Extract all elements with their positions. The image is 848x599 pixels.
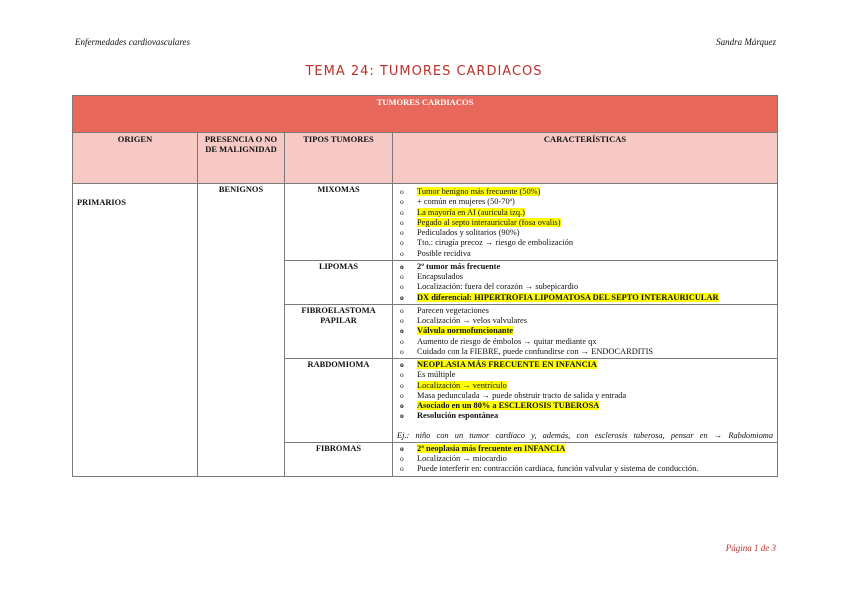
list-item: o Aumento de riesgo de émbolos → quitar mediante qx bbox=[397, 337, 773, 347]
origen-cell: PRIMARIOS bbox=[73, 184, 198, 477]
tumor-name: LIPOMAS bbox=[285, 260, 393, 304]
list-item: o 2º neoplasia más frecuente en INFANCIA bbox=[397, 444, 773, 454]
list-item: o Masa pedunculada → puede obstruir tracto de salida y entrada bbox=[397, 391, 773, 401]
list-item: o La mayoría en AI (auricula izq.) bbox=[397, 208, 773, 218]
table-title: TUMORES CARDIACOS bbox=[73, 96, 778, 133]
list-item: o Localización → velos valvulares bbox=[397, 316, 773, 326]
malignidad-cell: BENIGNOS bbox=[198, 184, 285, 477]
list-item: o + común en mujeres (50-70ª) bbox=[397, 197, 773, 207]
example-note: Ej.: niño con un tumor cardiaco y, además, con esclerosis tuberosa, pensar en → Rabdomioma bbox=[397, 430, 774, 440]
characteristics-cell bbox=[393, 304, 778, 358]
list-item: o Pegado al septo interauricular (fosa ovalis) bbox=[397, 218, 773, 228]
table-row bbox=[73, 184, 778, 261]
list-item: o Puede interferir en: contracción cardiaca, función valvular y sistema de conducción. bbox=[397, 464, 773, 474]
list-item: o Tto.: cirugía precoz → riesgo de embolización bbox=[397, 238, 773, 248]
tumor-name: MIXOMAS bbox=[285, 184, 393, 261]
page-number: Página 1 de 3 bbox=[725, 543, 776, 553]
table-title-row bbox=[73, 96, 778, 133]
tumors-table bbox=[72, 95, 778, 477]
tumor-name: FIBROELASTOMA PAPILAR bbox=[285, 304, 393, 358]
list-item: o Localización → ventrículo bbox=[397, 381, 773, 391]
list-item: o Válvula normofuncionante bbox=[397, 326, 773, 336]
header-caracteristicas: CARACTERÍSTICAS bbox=[393, 133, 778, 184]
header-author: Sandra Márquez bbox=[716, 37, 776, 47]
characteristics-cell bbox=[393, 359, 778, 443]
list-item: o Pediculados y solitarios (90%) bbox=[397, 228, 773, 238]
list-item: o Es múltiple bbox=[397, 370, 773, 380]
list-item: o Resolución espontánea bbox=[397, 411, 773, 421]
page-title: TEMA 24: TUMORES CARDIACOS bbox=[305, 64, 543, 79]
characteristics-cell bbox=[393, 442, 778, 476]
header-malignidad: PRESENCIA O NO DE MALIGNIDAD bbox=[198, 133, 285, 184]
tumor-name: RABDOMIOMA bbox=[285, 359, 393, 443]
list-item: o 2º tumor más frecuente bbox=[397, 262, 773, 272]
characteristics-cell bbox=[393, 184, 778, 261]
table-header-row bbox=[73, 133, 778, 184]
list-item: o Localización → miocardio bbox=[397, 454, 773, 464]
list-item: o Tumor benigno más frecuente (50%) bbox=[397, 187, 773, 197]
header-tipos: TIPOS TUMORES bbox=[285, 133, 393, 184]
header-subject: Enfermedades cardiovasculares bbox=[75, 37, 191, 47]
list-item: o Localización: fuera del corazón → subepicardio bbox=[397, 282, 773, 292]
list-item: o Asociado en un 80% a ESCLEROSIS TUBEROSA bbox=[397, 401, 773, 411]
header-origen: ORIGEN bbox=[73, 133, 198, 184]
list-item: o Posible recidiva bbox=[397, 249, 773, 259]
list-item: o Cuidado con la FIEBRE, puede confundirse con → ENDOCARDITIS bbox=[397, 347, 773, 357]
characteristics-cell bbox=[393, 260, 778, 304]
list-item: o Encapsulados bbox=[397, 272, 773, 282]
list-item: o Parecen vegetaciones bbox=[397, 306, 773, 316]
list-item: o NEOPLASIA MÁS FRECUENTE EN INFANCIA bbox=[397, 360, 773, 370]
list-item: o DX diferencial: HIPERTROFIA LIPOMATOSA DEL SEPTO INTERAURICULAR bbox=[397, 293, 773, 303]
tumor-name: FIBROMAS bbox=[285, 442, 393, 476]
